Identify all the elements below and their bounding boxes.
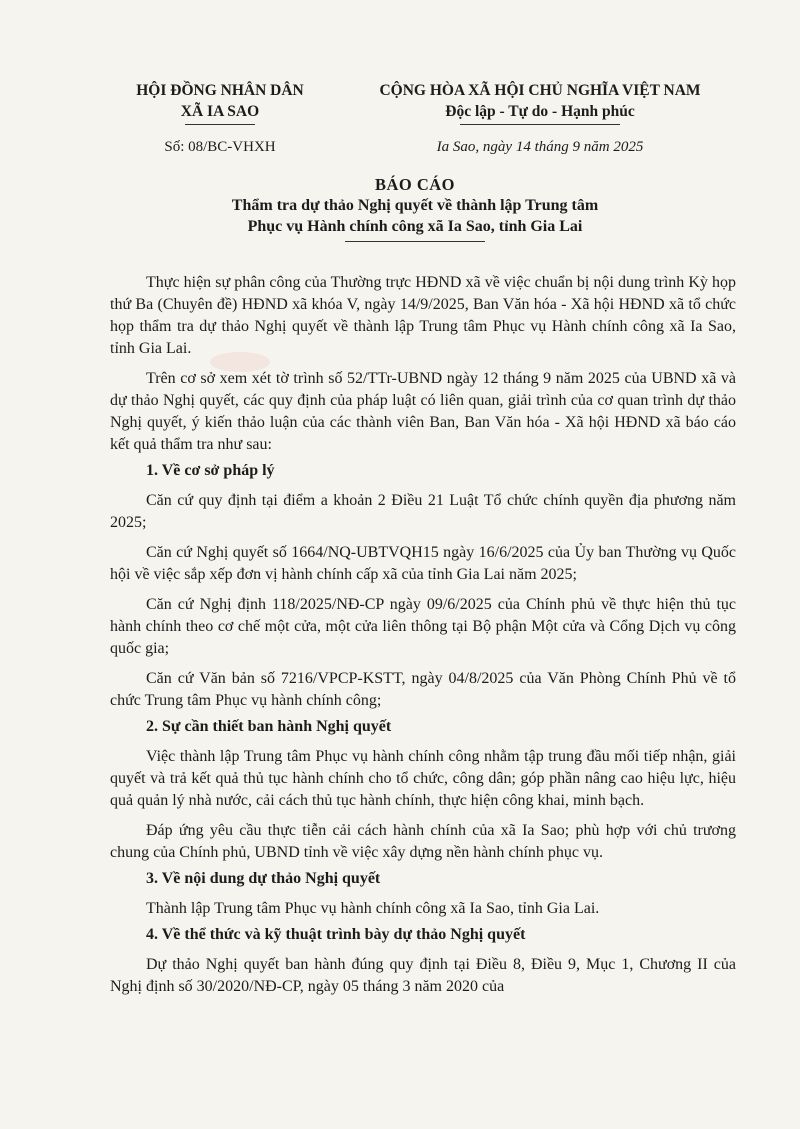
- paragraph-legal-1: Căn cứ quy định tại điểm a khoản 2 Điều 21 Luật Tổ chức chính quyền địa phương năm 2025;: [110, 492, 736, 531]
- paragraph-legal-3: Căn cứ Nghị định 118/2025/NĐ-CP ngày 09/6/2025 của Chính phủ về thực hiện thủ tục hành chính theo cơ chế một cửa, một cửa liên thông tại Bộ phận Một cửa và Cổng Dịch vụ công quốc gia;: [110, 596, 736, 657]
- document-body: [110, 272, 736, 1006]
- section-heading-1: 1. Về cơ sở pháp lý: [146, 462, 275, 479]
- paragraph-format: Dự thảo Nghị quyết ban hành đúng quy định tại Điều 8, Điều 9, Mục 1, Chương II của Nghị định số 30/2020/NĐ-CP, ngày 05 tháng 3 năm 2020 của: [110, 956, 736, 995]
- paragraph-intro: Thực hiện sự phân công của Thường trực HĐND xã về việc chuẩn bị nội dung trình Kỳ họp thứ Ba (Chuyên đề) HĐND xã khóa V, ngày 14/9/2025, Ban Văn hóa - Xã hội HĐND xã tổ chức họp thẩm tra dự thảo Nghị quyết về thành lập Trung tâm Phục vụ Hành chính công xã Ia Sao, tỉnh Gia Lai.: [110, 274, 736, 357]
- section-heading-3: 3. Về nội dung dự thảo Nghị quyết: [146, 870, 381, 887]
- title-sub-2: Phục vụ Hành chính công xã Ia Sao, tỉnh Gia Lai: [247, 218, 583, 235]
- document-number: Số: 08/BC-VHXH: [164, 139, 276, 155]
- national-motto: Độc lập - Tự do - Hạnh phúc: [445, 103, 635, 120]
- document-title: [90, 174, 740, 242]
- section-heading-4: 4. Về thể thức và kỹ thuật trình bày dự thảo Nghị quyết: [146, 926, 526, 943]
- section-heading-2: 2. Sự cần thiết ban hành Nghị quyết: [146, 718, 392, 735]
- paragraph-basis: Trên cơ sở xem xét tờ trình số 52/TTr-UBND ngày 12 tháng 9 năm 2025 của UBND xã và dự thảo Nghị quyết, các quy định của pháp luật có liên quan, giải trình của cơ quan trình dự thảo Nghị quyết, ý kiến thảo luận của các thành viên Ban, Ban Văn hóa - Xã hội HĐND xã báo cáo kết quả thẩm tra như sau:: [110, 370, 736, 453]
- place-date: Ia Sao, ngày 14 tháng 9 năm 2025: [436, 139, 644, 155]
- issuing-organization: [100, 80, 340, 157]
- title-underline: [345, 241, 485, 242]
- org-underline: [185, 124, 255, 125]
- title-sub-1: Thẩm tra dự thảo Nghị quyết về thành lập Trung tâm: [231, 197, 599, 214]
- org-line-1: HỘI ĐỒNG NHÂN DÂN: [136, 82, 304, 99]
- paragraph-content: Thành lập Trung tâm Phục vụ hành chính công xã Ia Sao, tỉnh Gia Lai.: [146, 900, 600, 917]
- motto-underline: [460, 124, 620, 125]
- title-main: BÁO CÁO: [374, 175, 456, 194]
- org-line-2: XÃ IA SAO: [180, 103, 260, 120]
- nation-name: CỘNG HÒA XÃ HỘI CHỦ NGHĨA VIỆT NAM: [379, 82, 701, 99]
- paragraph-legal-4: Căn cứ Văn bản số 7216/VPCP-KSTT, ngày 04/8/2025 của Văn Phòng Chính Phủ về tổ chức Trung tâm Phục vụ hành chính công;: [110, 670, 736, 709]
- paragraph-necessity-1: Việc thành lập Trung tâm Phục vụ hành chính công nhằm tập trung đầu mối tiếp nhận, giải quyết và trả kết quả thủ tục hành chính cho tổ chức, công dân; góp phần nâng cao hiệu lực, hiệu quả quản lý nhà nước, cải cách thủ tục hành chính, thực hiện công khai, minh bạch.: [110, 748, 736, 809]
- paragraph-legal-2: Căn cứ Nghị quyết số 1664/NQ-UBTVQH15 ngày 16/6/2025 của Ủy ban Thường vụ Quốc hội về việc sắp xếp đơn vị hành chính cấp xã của tỉnh Gia Lai năm 2025;: [110, 544, 736, 583]
- national-heading: [340, 80, 740, 157]
- document-header: [100, 80, 740, 160]
- paragraph-necessity-2: Đáp ứng yêu cầu thực tiễn cải cách hành chính của xã Ia Sao; phù hợp với chủ trương chung của Chính phủ, UBND tỉnh về việc xây dựng nền hành chính phục vụ.: [110, 822, 736, 861]
